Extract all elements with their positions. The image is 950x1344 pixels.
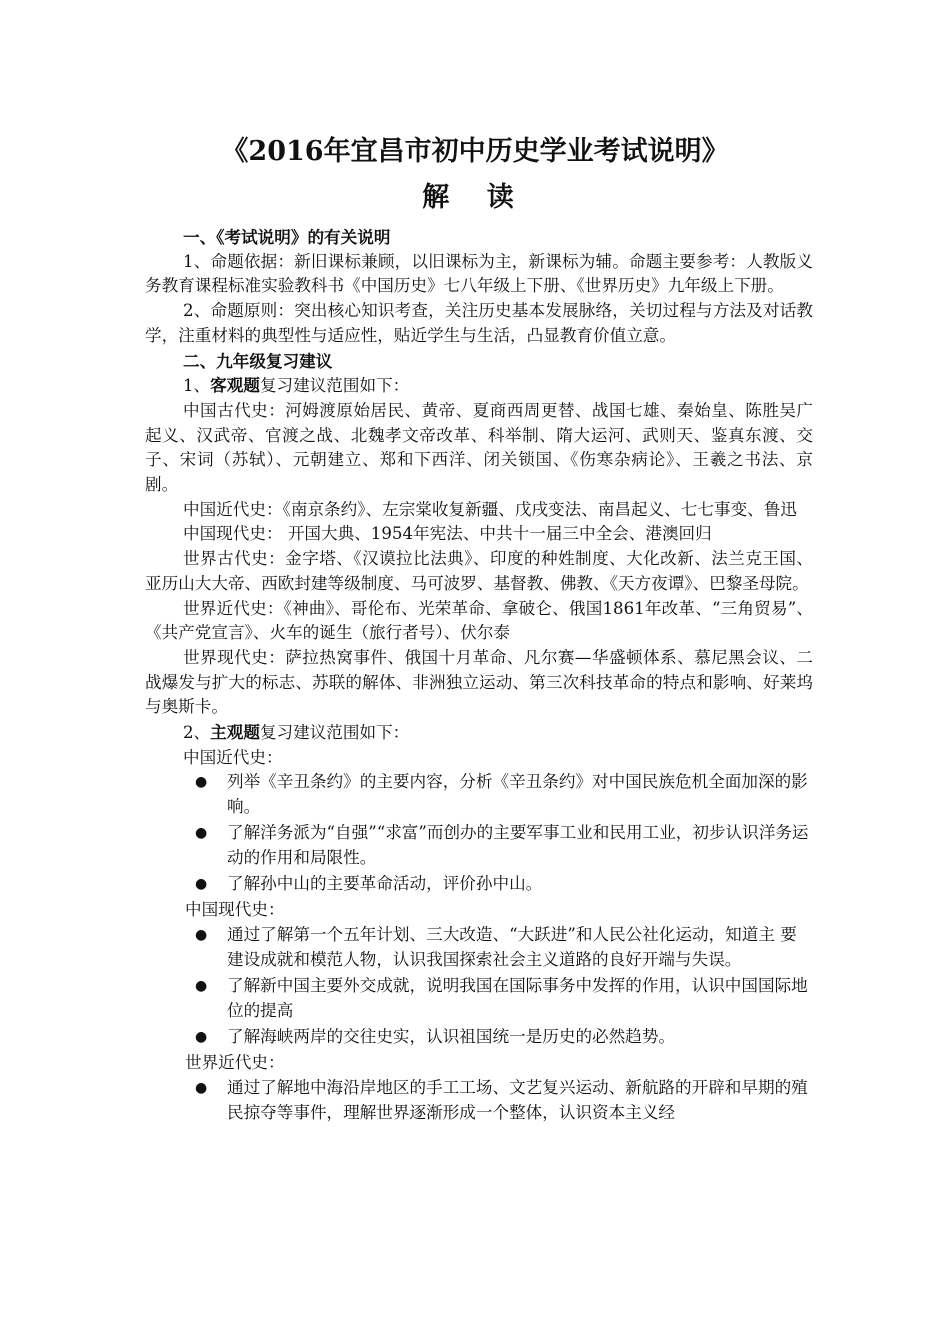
subjective-group-label: 中国现代史： [185, 900, 285, 920]
bullet-list [145, 923, 813, 1050]
section-1-paragraph-2: 2、命题原则：突出核心知识考查，关注历史基本发展脉络，关切过程与方法及对话教学，注重材料的典型性与适应性，贴近学生与生活，凸显教育价值立意。 [145, 301, 813, 345]
objective-item: 中国古代史：河姆渡原始居民、黄帝、夏商西周更替、战国七雄、秦始皇、陈胜吴广起义、汉武帝、官渡之战、北魏孝文帝改革、科举制、隋大运河、武则天、鉴真东渡、交子、宋词（苏轼）、元朝建立、郑和下西洋、闭关锁国、《伤寒杂病论》、王羲之书法、京剧。 [145, 400, 813, 495]
bullet-list [145, 770, 813, 897]
document-body [145, 225, 813, 1127]
objective-heading [145, 373, 813, 399]
section-1-heading: 一、《考试说明》的有关说明 [183, 227, 391, 247]
document-subtitle: 解 读 [422, 182, 528, 213]
objective-item: 世界现代史：萨拉热窝事件、俄国十月革命、凡尔赛—华盛顿体系、慕尼黑会议、二战爆发与扩大的标志、苏联的解体、非洲独立运动、第三次科技革命的特点和影响、好莱坞与奥斯卡。 [145, 647, 813, 717]
objective-rest: 复习建议范围如下： [259, 376, 410, 396]
bullet-icon: ● [195, 1079, 208, 1096]
bullet-icon: ● [195, 927, 208, 944]
list-item: ● 了解洋务派为“自强”“求富”而创办的主要军事工业和民用工业，初步认识洋务运动的作用和局限性。 [195, 823, 809, 868]
subjective-rest: 复习建议范围如下： [259, 723, 410, 743]
list-item: ● 了解孙中山的主要革命活动，评价孙中山。 [145, 872, 813, 897]
objective-item: 世界古代史：金字塔、《汉谟拉比法典》、印度的种姓制度、大化改新、法兰克王国、亚历山大大帝、西欧封建等级制度、马可波罗、基督教、佛教、《天方夜谭》、巴黎圣母院。 [145, 549, 813, 593]
objective-item: 中国现代史： 开国大典、1954年宪法、中共十一届三中全会、港澳回归 [183, 524, 712, 544]
objective-bold-label: 客观题 [210, 375, 260, 396]
subjective-group-label: 中国近代史： [183, 747, 283, 767]
objective-number: 1、 [183, 376, 211, 396]
objective-item: 世界近代史：《神曲》、哥伦布、光荣革命、拿破仑、俄国1861年改革、“三角贸易”、《共产党宣言》、火车的诞生（旅行者号）、伏尔泰 [145, 598, 813, 643]
bullet-list [145, 1076, 813, 1125]
bullet-icon: ● [195, 876, 208, 893]
bullet-icon: ● [195, 1029, 208, 1045]
bullet-icon: ● [195, 774, 208, 791]
bullet-icon: ● [195, 978, 208, 995]
list-item: ● 列举《辛丑条约》的主要内容，分析《辛丑条约》对中国民族危机全面加深的影响。 [195, 772, 808, 817]
section-2-heading: 二、九年级复习建议 [183, 350, 333, 371]
document-title: 《2016年宜昌市初中历史学业考试说明》 [221, 136, 729, 167]
subjective-number: 2、 [183, 723, 211, 743]
objective-item: 中国近代史：《南京条约》、左宗棠收复新疆、戊戌变法、南昌起义、七七事变、鲁迅 [183, 499, 797, 519]
list-item: ● 通过了解第一个五年计划、三大改造、“大跃进”和人民公社化运动，知道主 要建设成就和模范人物，认识我国探索社会主义道路的良好开端与失误。 [195, 925, 797, 969]
subjective-heading [145, 720, 813, 746]
subjective-bold-label: 主观题 [210, 722, 260, 743]
section-1-paragraph-1: 1、命题依据：新旧课标兼顾，以旧课标为主，新课标为辅。命题主要参考：人教版义务教育课程标准实验教科书《中国历史》七八年级上下册、《世界历史》九年级上下册。 [145, 251, 813, 296]
subjective-group-label: 世界近代史： [185, 1053, 285, 1073]
list-item: ● 了解海峡两岸的交往史实，认识祖国统一是历史的必然趋势。 [145, 1025, 813, 1050]
list-item: ● 了解新中国主要外交成就，说明我国在国际事务中发挥的作用，认识中国国际地位的提高 [195, 976, 808, 1020]
list-item: ● 通过了解地中海沿岸地区的手工工场、文艺复兴运动、新航路的开辟和早期的殖民掠夺等事件，理解世界逐渐形成一个整体，认识资本主义经 [195, 1077, 808, 1122]
bullet-icon: ● [195, 825, 208, 842]
